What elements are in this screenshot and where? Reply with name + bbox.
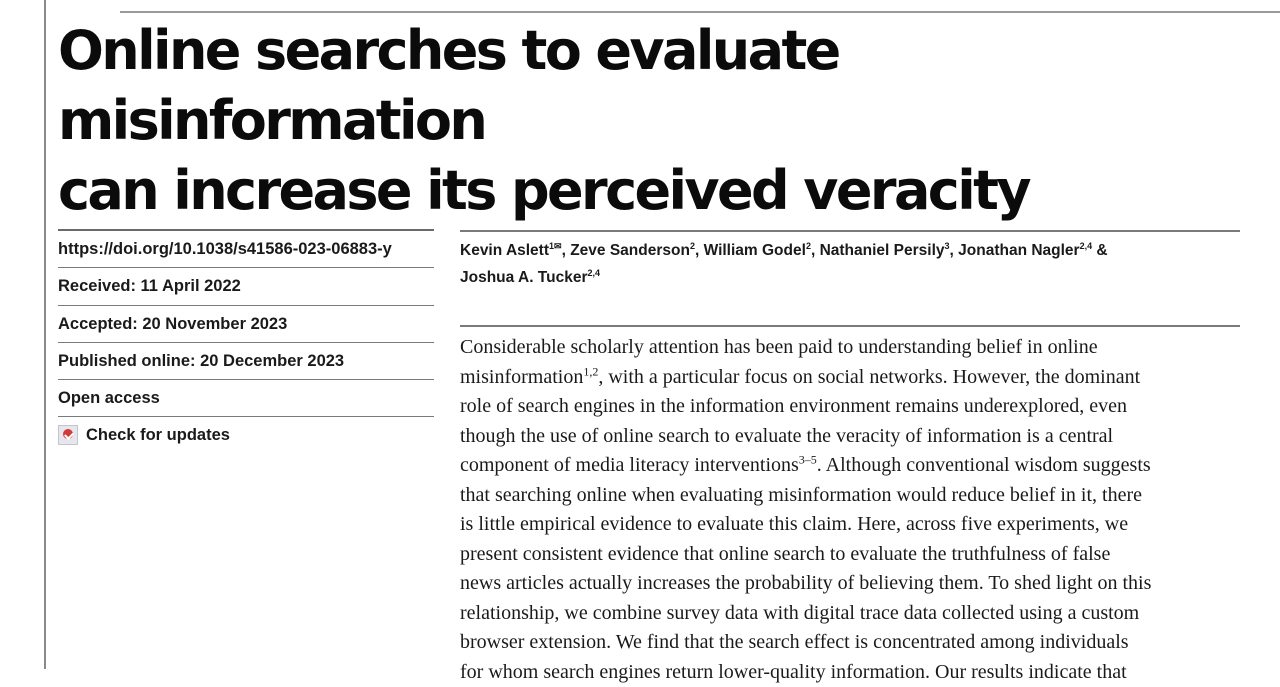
abstract — [460, 333, 1260, 687]
abstract-top-rule — [460, 325, 1240, 327]
abstract-line: news articles actually increases the probability of believing them. To shed light on this — [460, 569, 1260, 599]
abstract-line: browser extension. We find that the search effect is concentrated among individuals — [460, 628, 1260, 658]
check-updates-icon[interactable] — [58, 425, 78, 445]
abstract-text: , with a particular focus on social networks. However, the dominant — [598, 366, 1140, 388]
author-affiliation-sup: 2,4 — [587, 268, 600, 278]
author-separator: , — [695, 242, 704, 259]
author-separator: , — [950, 242, 959, 259]
top-edge-mark — [62, 0, 158, 4]
accepted-text: Accepted: 20 November 2023 — [58, 315, 287, 334]
abstract-text: . Although conventional wisdom suggests — [817, 454, 1151, 476]
author-affiliation-sup: 1✉ — [549, 241, 562, 251]
check-updates-label[interactable]: Check for updates — [86, 426, 230, 445]
abstract-line — [460, 451, 1260, 481]
received-date — [58, 268, 434, 306]
article-title — [58, 16, 1258, 226]
title-line-2: can increase its perceived veracity — [58, 159, 1029, 222]
abstract-line: present consistent evidence that online search to evaluate the truthfulness of false — [460, 540, 1260, 570]
open-access-label — [58, 380, 434, 417]
author-separator: , — [562, 242, 571, 259]
abstract-line: is little empirical evidence to evaluate this claim. Here, across five experiments, we — [460, 510, 1260, 540]
author-jonathan-nagler[interactable]: Jonathan Nagler — [958, 242, 1079, 259]
abstract-line: Considerable scholarly attention has been paid to understanding belief in online — [460, 333, 1260, 363]
accepted-date — [58, 306, 434, 343]
author-nathaniel-persily[interactable]: Nathaniel Persily — [820, 242, 945, 259]
citation-ref[interactable]: 1,2 — [583, 364, 598, 378]
author-kevin-aslett[interactable]: Kevin Aslett — [460, 242, 549, 259]
doi-link[interactable] — [58, 231, 434, 268]
received-text: Received: 11 April 2022 — [58, 277, 241, 296]
abstract-text: component of media literacy interventions — [460, 454, 799, 476]
abstract-line: though the use of online search to evaluate the veracity of information is a central — [460, 422, 1260, 452]
abstract-line: for whom search engines return lower-quality information. Our results indicate that — [460, 658, 1260, 687]
abstract-line: that searching online when evaluating misinformation would reduce belief in it, there — [460, 481, 1260, 511]
metadata-panel — [58, 231, 434, 453]
header-rule — [120, 11, 1280, 13]
published-text: Published online: 20 December 2023 — [58, 352, 344, 371]
abstract-line: role of search engines in the information environment remains underexplored, even — [460, 392, 1260, 422]
left-border-rule — [44, 0, 46, 669]
published-date — [58, 343, 434, 380]
abstract-line: relationship, we combine survey data with digital trace data collected using a custom — [460, 599, 1260, 629]
author-zeve-sanderson[interactable]: Zeve Sanderson — [570, 242, 690, 259]
authors-top-rule — [460, 230, 1240, 232]
author-affiliation-sup: 2 — [806, 241, 811, 251]
abstract-line — [460, 363, 1260, 393]
author-affiliation-sup: 2 — [690, 241, 695, 251]
check-for-updates-button[interactable] — [58, 417, 434, 453]
abstract-text: misinformation — [460, 366, 583, 388]
title-line-1: Online searches to evaluate misinformation — [58, 19, 839, 152]
open-access-text: Open access — [58, 389, 160, 408]
author-affiliation-sup: 2,4 — [1080, 241, 1093, 251]
citation-ref[interactable]: 3–5 — [799, 452, 817, 466]
doi-text[interactable]: https://doi.org/10.1038/s41586-023-06883-y — [58, 240, 392, 259]
author-ampersand: & — [1092, 242, 1108, 259]
author-separator: , — [811, 242, 820, 259]
author-list — [460, 237, 1240, 291]
author-joshua-tucker[interactable]: Joshua A. Tucker — [460, 269, 587, 286]
author-william-godel[interactable]: William Godel — [704, 242, 806, 259]
author-affiliation-sup: 3 — [945, 241, 950, 251]
